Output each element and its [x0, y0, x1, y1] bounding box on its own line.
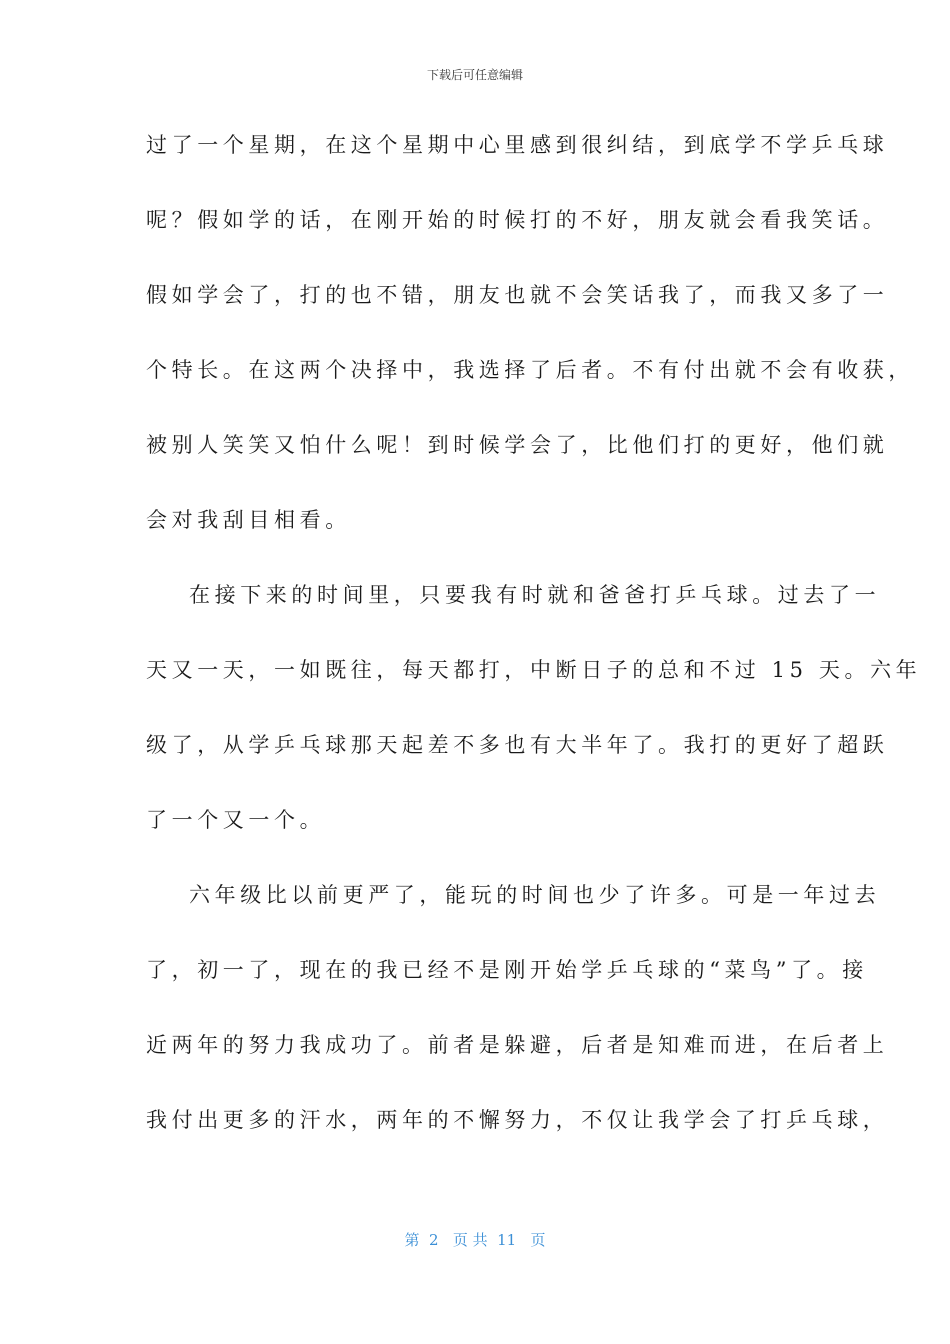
- text-line: 过了一个星期，在这个星期中心里感到很纠结，到底学不学乒乓球: [146, 133, 889, 157]
- text-line: 个特长。在这两个决择中，我选择了后者。不有付出就不会有收获，: [146, 358, 914, 382]
- text-line: 我付出更多的汗水，两年的不懈努力，不仅让我学会了打乒乓球，: [146, 1108, 889, 1132]
- text-line: 呢？假如学的话，在刚开始的时候打的不好，朋友就会看我笑话。: [146, 208, 889, 232]
- text-line: 会对我刮目相看。: [146, 508, 351, 532]
- text-line: 了一个又一个。: [146, 808, 326, 832]
- text-line: 了，初一了，现在的我已经不是刚开始学乒乓球的“菜鸟”了。接: [146, 958, 868, 982]
- paragraph-first-line: 在接下来的时间里，只要我有时就和爸爸打乒乓球。过去了一: [189, 583, 881, 607]
- paragraph-first-line: 六年级比以前更严了，能玩的时间也少了许多。可是一年过去: [189, 883, 881, 907]
- text-line: 近两年的努力我成功了。前者是躲避，后者是知难而进，在后者上: [146, 1033, 889, 1057]
- text-line: 假如学会了，打的也不错，朋友也就不会笑话我了，而我又多了一: [146, 283, 889, 307]
- text-line: 天又一天，一如既往，每天都打，中断日子的总和不过 15 天。六年: [146, 658, 922, 682]
- text-line: 级了，从学乒乓球那天起差不多也有大半年了。我打的更好了超跃: [146, 733, 889, 757]
- page-header: 下载后可任意编辑: [426, 68, 523, 82]
- text-line: 被别人笑笑又怕什么呢！到时候学会了，比他们打的更好，他们就: [146, 433, 889, 457]
- page-number: 第 2 页 共 11 页: [404, 1231, 546, 1249]
